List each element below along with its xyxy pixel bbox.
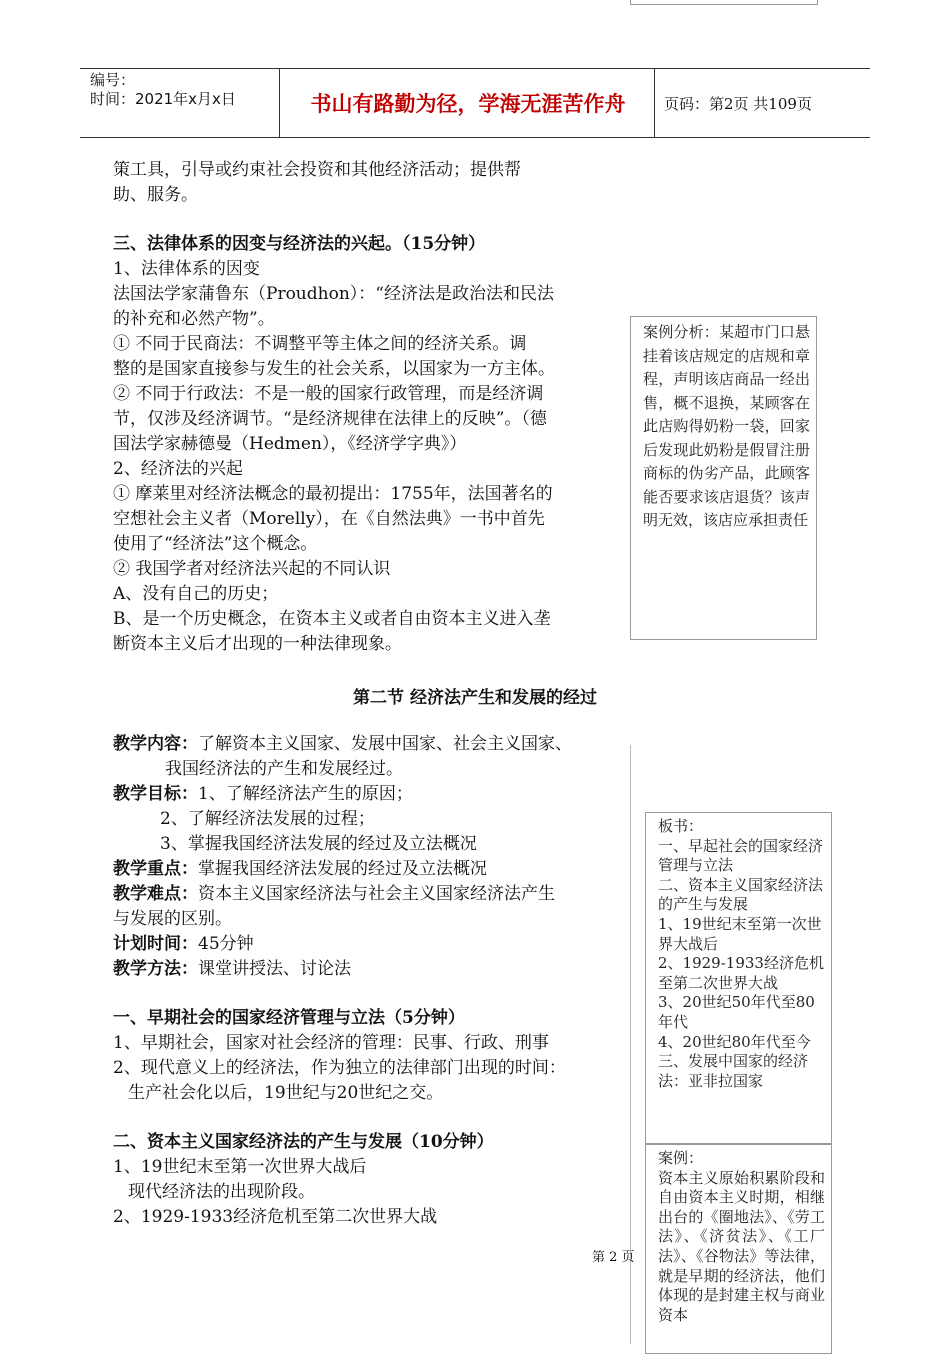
goal-label: 教学目标： xyxy=(113,784,198,804)
teaching-key xyxy=(113,857,487,882)
body-line: 助、服务。 xyxy=(113,185,198,205)
body-line: ① 不同于民商法：不调整平等主体之间的经济关系。调 xyxy=(113,334,527,354)
section-heading: 二、资本主义国家经济法的产生与发展（10分钟） xyxy=(113,1132,494,1152)
method-label: 教学方法： xyxy=(113,959,198,979)
teaching-goal xyxy=(113,782,413,807)
case-box xyxy=(645,1144,832,1354)
section-title: 第二节 经济法产生和发展的经过 xyxy=(353,688,597,708)
body-line: 策工具，引导或约束社会投资和其他经济活动；提供帮 xyxy=(113,160,521,180)
header-page: 页码：第2页 共109页 xyxy=(664,94,812,113)
board-item: 一、早起社会的国家经济管理与立法 xyxy=(658,836,824,875)
case-text: 资本主义原始积累阶段和自由资本主义时期，相继出台的《圈地法》、《劳工法》、《济贫法》、《工厂法》、《谷物法》等法律，就是早期的经济法，他们体现的是封建主权与商业资本 xyxy=(658,1168,825,1324)
teaching-method xyxy=(113,957,351,982)
body-line: 现代经济法的出现阶段。 xyxy=(128,1182,315,1202)
header-time: 时间：2021年x月x日 xyxy=(90,90,236,108)
content-text: 了解资本主义国家、发展中国家、社会主义国家、 xyxy=(198,734,572,754)
body-line: 1、早期社会，国家对社会经济的管理：民事、行政、刑事 xyxy=(113,1033,549,1053)
body-line: 整的是国家直接参与发生的社会关系，以国家为一方主体。 xyxy=(113,359,555,379)
case-title: 案例： xyxy=(658,1149,704,1167)
body-line: 2、现代意义上的经济法，作为独立的法律部门出现的时间： xyxy=(113,1058,566,1078)
header-number: 编号： xyxy=(90,71,136,89)
body-line: 2、经济法的兴起 xyxy=(113,459,243,479)
goal-2: 2、了解经济法发展的过程； xyxy=(160,809,375,829)
board-item: 3、20世纪50年代至80年代 xyxy=(658,993,815,1031)
page-footer: 第 2 页 xyxy=(592,1250,635,1265)
content-label: 教学内容： xyxy=(113,734,198,754)
body-line: 生产社会化以后，19世纪与20世纪之交。 xyxy=(128,1083,444,1103)
body-line: ① 摩莱里对经济法概念的最初提出：1755年，法国著名的 xyxy=(113,484,553,504)
board-item: 三、发展中国家的经济法：亚非拉国家 xyxy=(658,1052,809,1090)
goal-1: 1、了解经济法产生的原因； xyxy=(198,784,413,804)
teaching-content-cont: 我国经济法的产生和发展经过。 xyxy=(165,759,403,779)
diff-text: 资本主义国家经济法与社会主义国家经济法产生 xyxy=(198,884,555,904)
board-item: 二、资本主义国家经济法的产生与发展 xyxy=(658,875,824,914)
section-heading: 三、法律体系的因变与经济法的兴起。（15分钟） xyxy=(113,234,486,254)
board-item: 1、19世纪末至第一次世界大战后 xyxy=(658,914,822,953)
key-text: 掌握我国经济法发展的经过及立法概况 xyxy=(198,859,487,879)
top-margin-box xyxy=(630,0,818,5)
header-motto: 书山有路勤为径，学海无涯苦作舟 xyxy=(282,69,655,137)
body-line: A、没有自己的历史； xyxy=(113,584,279,604)
goal-3: 3、掌握我国经济法发展的经过及立法概况 xyxy=(160,834,477,854)
page-header xyxy=(80,68,870,138)
teaching-difficulty-cont: 与发展的区别。 xyxy=(113,909,232,929)
board-item: 2、1929-1933经济危机至第二次世界大战 xyxy=(658,954,824,992)
body-line: ② 不同于行政法：不是一般的国家行政管理，而是经济调 xyxy=(113,384,544,404)
board-title: 板书： xyxy=(658,817,704,835)
time-text: 45分钟 xyxy=(198,934,254,954)
key-label: 教学重点： xyxy=(113,859,198,879)
blackboard-box xyxy=(645,812,832,1144)
method-text: 课堂讲授法、讨论法 xyxy=(198,959,351,979)
board-item: 4、20世纪80年代至今 xyxy=(658,1032,811,1051)
header-meta xyxy=(80,69,280,137)
teaching-difficulty xyxy=(113,882,555,907)
time-label: 计划时间： xyxy=(113,934,198,954)
body-line: 节，仅涉及经济调节。“是经济规律在法律上的反映”。（德 xyxy=(113,409,547,429)
body-line: B、是一个历史概念，在资本主义或者自由资本主义进入垄 xyxy=(113,609,551,629)
body-line: 1、法律体系的因变 xyxy=(113,259,260,279)
body-line: 断资本主义后才出现的一种法律现象。 xyxy=(113,634,402,654)
case-analysis-box: 案例分析：某超市门口悬挂着该店规定的店规和章程，声明该店商品一经出售，概不退换，某顾客在此店购得奶粉一袋，回家后发现此奶粉是假冒注册商标的伪劣产品，此顾客能否要求该店退货？该声明无效，该店应承担责任 xyxy=(630,316,817,640)
section-heading: 一、早期社会的国家经济管理与立法（5分钟） xyxy=(113,1008,465,1028)
body-line: 国法学家赫德曼（Hedmen），《经济学字典》） xyxy=(113,434,467,454)
body-line: 使用了“经济法”这个概念。 xyxy=(113,534,318,554)
body-line: 1、19世纪末至第一次世界大战后 xyxy=(113,1157,367,1177)
teaching-content xyxy=(113,732,572,757)
body-line: ② 我国学者对经济法兴起的不同认识 xyxy=(113,559,391,579)
body-line: 的补充和必然产物”。 xyxy=(113,309,275,329)
body-line: 法国法学家蒲鲁东（Proudhon）：“经济法是政治法和民法 xyxy=(113,284,554,304)
diff-label: 教学难点： xyxy=(113,884,198,904)
body-line: 2、1929-1933经济危机至第二次世界大战 xyxy=(113,1207,438,1227)
planned-time xyxy=(113,932,254,957)
body-line: 空想社会主义者（Morelly），在《自然法典》一书中首先 xyxy=(113,509,545,529)
